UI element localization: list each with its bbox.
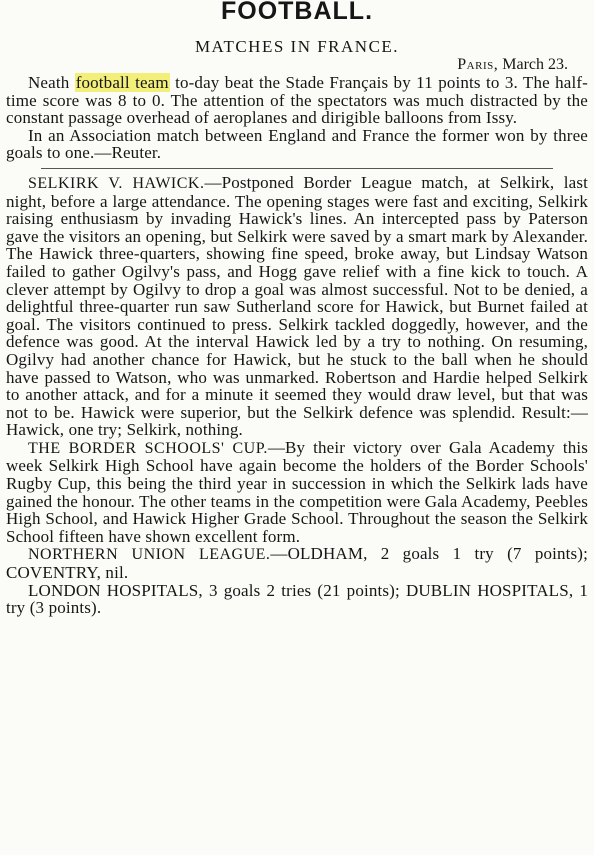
paragraph-neath <box>6 74 588 127</box>
masthead: FOOTBALL. <box>220 0 374 25</box>
dateline-city: Paris, <box>457 56 499 73</box>
dateline-date: March 23. <box>502 56 568 73</box>
paragraph-text: —Postponed Border League match, at Selkirk, last night, before a large attendance. The opening stages were fast and exciting, Selkirk raising enthusiasm by invading Hawick's lines. An intercepted pass by Paterson gave the visitors an opening, but Selkirk were saved by a smart mark by Alexander. The Hawick three-quarters, showing fine speed, broke away, but Lindsay Watson failed to gather Ogilvy's pass, and Hogg gave relief with a fine kick to touch. A clever attempt by Ogilvy to drop a goal was almost successful. Not to be denied, a delightful three-quarter run saw Sutherland score for Hawick, but Burnet failed at goal. The visitors continued to press. Selkirk tackled doggedly, however, and the defence was good. At the interval Hawick led by a try to nothing. On resuming, Ogilvy had another chance for Hawick, but he stuck to the ball when he should have passed to Watson, who was unmarked. Robertson and Hardie helped Selkirk to another attack, and for a minute it seemed they would draw level, but that was not to be. Hawick were superior, but the Selkirk defence was splendid. Result:—Hawick, one try; Selkirk, nothing. <box>6 172 588 440</box>
highlighted-phrase: football team <box>75 73 169 92</box>
paragraph-text: Neath <box>28 73 75 92</box>
lead-in: THE BORDER SCHOOLS' CUP. <box>28 439 268 457</box>
dateline <box>6 56 588 74</box>
paragraph-northern-union <box>6 545 588 581</box>
paragraph-selkirk-hawick <box>6 174 588 439</box>
paragraph-association-match: In an Association match between England and France the former won by three goals to one.—Reuter. <box>6 125 588 163</box>
paragraph-hospitals: LONDON HOSPITALS, 3 goals 2 tries (21 points); DUBLIN HOSPITALS, 1 try (3 points). <box>6 580 588 618</box>
lead-in: SELKIRK V. HAWICK. <box>28 174 205 192</box>
paragraph-border-schools-cup <box>6 439 588 546</box>
lead-in: NORTHERN UNION LEAGUE. <box>28 546 271 564</box>
paragraph-text: —OLDHAM, 2 goals 1 try (7 points); COVENTRY, nil. <box>6 544 588 583</box>
paragraph-text: to-day beat the Stade Français by 11 points to 3. The half-time score was 8 to 0. The attention of the spectators was much distracted by the constant passage overhead of aeroplanes and dirigible balloons from Issy. <box>6 73 588 128</box>
divider-rule <box>41 168 553 169</box>
paragraph-text: —By their victory over Gala Academy this week Selkirk High School have again become the holders of the Border Schools' Rugby Cup, this being the third year in succession in which the Selkirk lads have gained the honour. The other teams in the competition were Gala Academy, Peebles High School, and Hawick Higher Grade School. Throughout the season the Selkirk School fifteen have shown excellent form. <box>6 437 588 546</box>
article-matches-in-france <box>6 38 588 162</box>
section-heading: MATCHES IN FRANCE. <box>194 37 400 56</box>
article-results <box>6 174 588 617</box>
